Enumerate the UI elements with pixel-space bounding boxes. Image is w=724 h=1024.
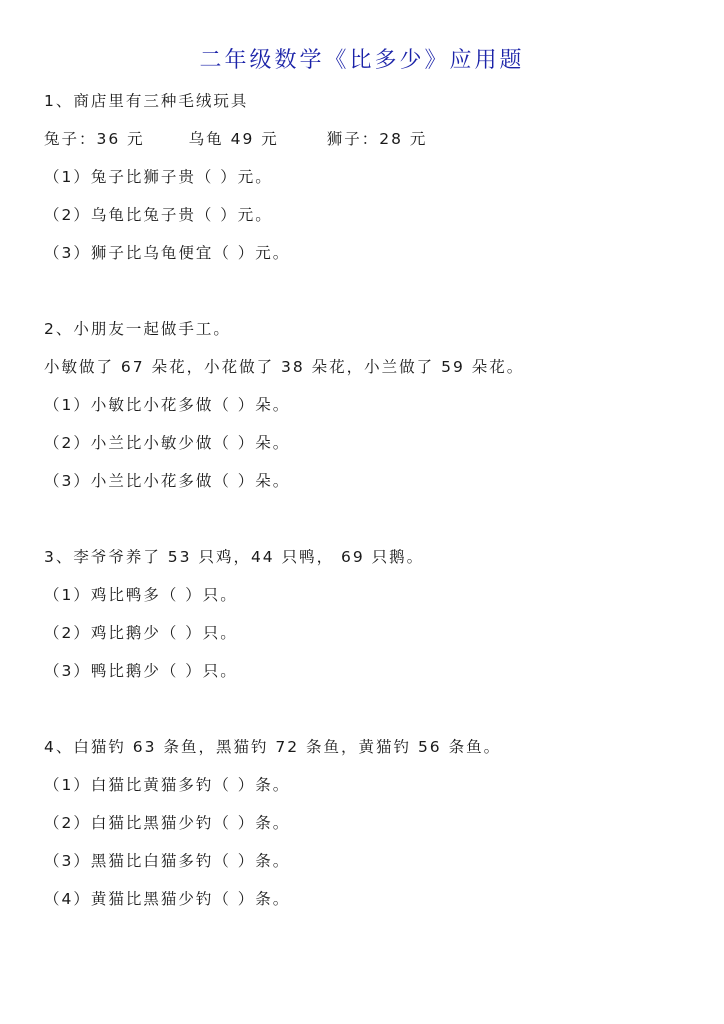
problem-2-question-1: （1）小敏比小花多做（ ）朵。 [44,396,291,414]
problem-3-question-1: （1）鸡比鸭多（ ）只。 [44,586,238,604]
problem-2-detail: 小敏做了 67 朵花，小花做了 38 朵花，小兰做了 59 朵花。 [44,358,525,376]
problem-2-stem: 2、小朋友一起做手工。 [44,320,231,338]
problem-4-stem: 4、白猫钓 63 条鱼，黑猫钓 72 条鱼，黄猫钓 56 条鱼。 [44,738,502,756]
problem-2-question-3: （3）小兰比小花多做（ ）朵。 [44,472,291,490]
problem-1-question-2: （2）乌龟比兔子贵（ ）元。 [44,206,273,224]
problem-1-question-1: （1）兔子比狮子贵（ ）元。 [44,168,273,186]
price-lion: 狮子：28 元 [326,130,428,148]
problem-1-question-3: （3）狮子比乌龟便宜（ ）元。 [44,244,291,262]
problem-1-prices [44,128,427,150]
price-turtle: 乌龟 49 元 [188,130,279,148]
problem-4-question-3: （3）黑猫比白猫多钓（ ）条。 [44,852,291,870]
problem-1-stem: 1、商店里有三种毛绒玩具 [44,92,249,110]
worksheet-title: 二年级数学《比多少》应用题 [199,48,525,73]
problem-4-question-2: （2）白猫比黑猫少钓（ ）条。 [44,814,291,832]
problem-3-stem: 3、李爷爷养了 53 只鸡，44 只鸭， 69 只鹅。 [44,548,425,566]
problem-2-question-2: （2）小兰比小敏少做（ ）朵。 [44,434,291,452]
problem-4-question-1: （1）白猫比黄猫多钓（ ）条。 [44,776,291,794]
problem-3-question-3: （3）鸭比鹅少（ ）只。 [44,662,238,680]
problem-4-question-4: （4）黄猫比黑猫少钓（ ）条。 [44,890,291,908]
price-rabbit: 兔子：36 元 [44,130,145,148]
problem-3-question-2: （2）鸡比鹅少（ ）只。 [44,624,238,642]
